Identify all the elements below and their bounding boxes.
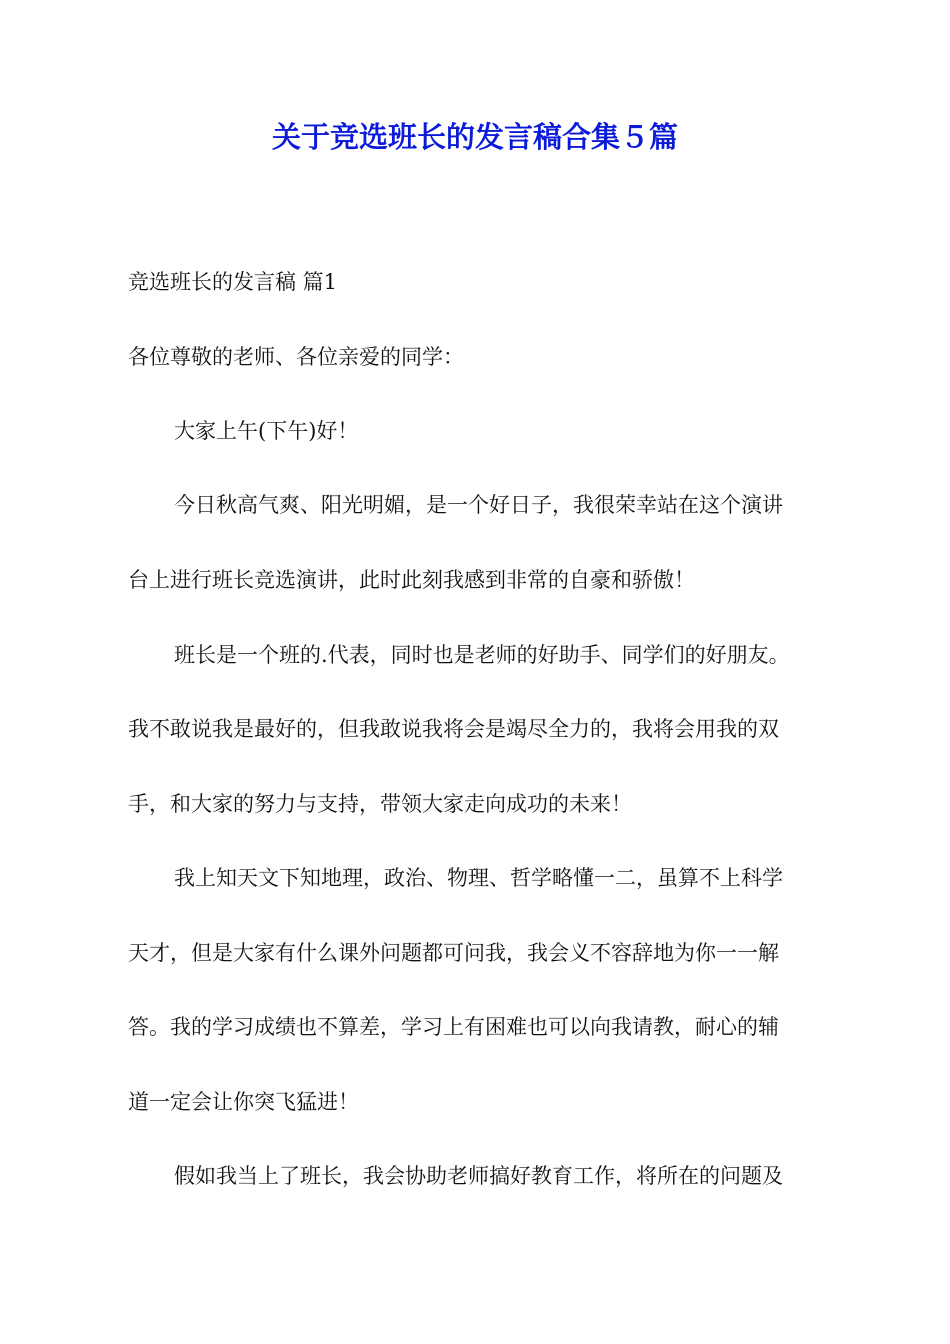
paragraph-line: 台上进行班长竞选演讲，此时此刻我感到非常的自豪和骄傲！ (128, 568, 695, 592)
paragraph-line: 今日秋高气爽、阳光明媚，是一个好日子，我很荣幸站在这个演讲 (174, 493, 783, 517)
paragraph-line: 答。我的学习成绩也不算差，学习上有困难也可以向我请教，耐心的辅 (128, 1015, 779, 1039)
paragraph-line: 手，和大家的努力与支持，带领大家走向成功的未来！ (128, 792, 632, 816)
paragraph-line: 大家上午(下午)好！ (174, 419, 359, 443)
paragraph-line: 班长是一个班的.代表，同时也是老师的好助手、同学们的好朋友。 (174, 643, 790, 667)
paragraph-line: 假如我当上了班长，我会协助老师搞好教育工作，将所在的问题及 (174, 1164, 783, 1188)
paragraph-line: 我不敢说我是最好的，但我敢说我将会是竭尽全力的，我将会用我的双 (128, 717, 779, 741)
paragraph-line: 道一定会让你突飞猛进！ (128, 1090, 359, 1114)
salutation: 各位尊敬的老师、各位亲爱的同学： (128, 345, 464, 369)
document-title: 关于竞选班长的发言稿合集５篇 (271, 120, 678, 154)
section-heading: 竞选班长的发言稿 篇1 (128, 270, 338, 294)
paragraph-line: 天才，但是大家有什么课外问题都可问我，我会义不容辞地为你一一解 (128, 941, 779, 965)
paragraph-line: 我上知天文下知地理，政治、物理、哲学略懂一二，虽算不上科学 (174, 866, 783, 890)
